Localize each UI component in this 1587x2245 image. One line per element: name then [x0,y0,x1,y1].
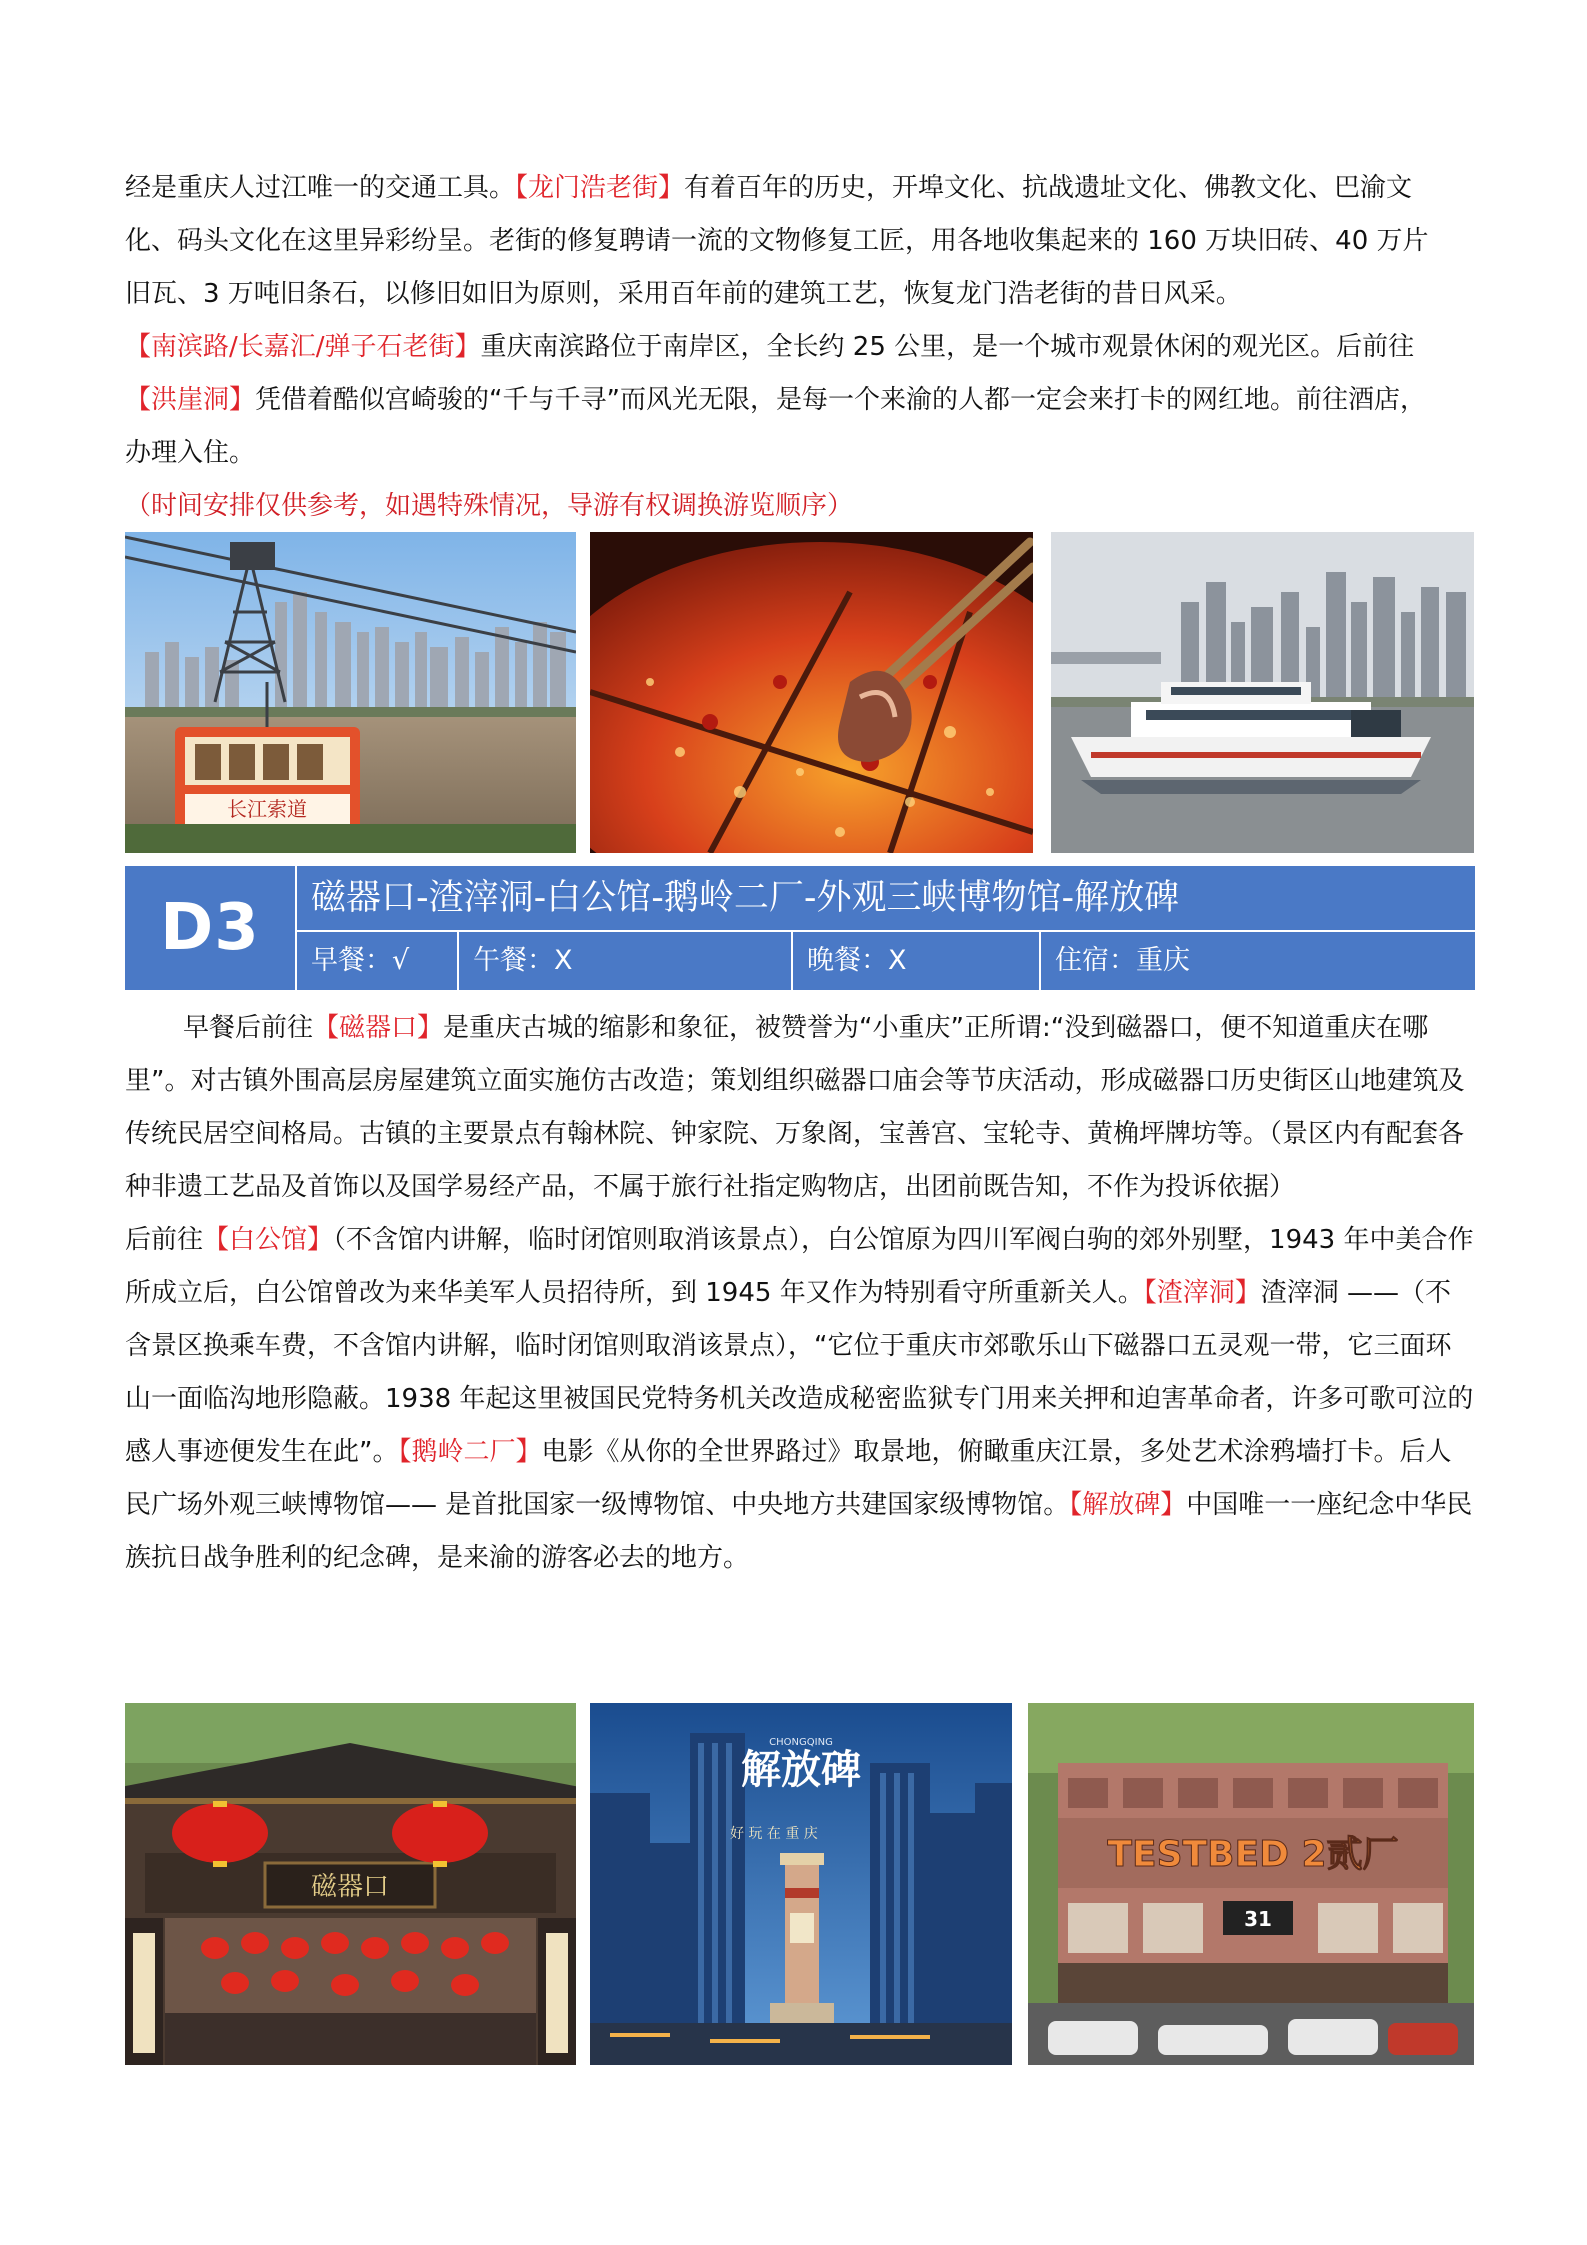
jiefangbei-photo [590,1703,1012,2065]
day-route-title: 磁器口-渣滓洞-白公馆-鹅岭二厂-外观三峡博物馆-解放碑 [297,866,1475,930]
jiefangbei-small-caption: CHONGQING [769,1737,833,1748]
lodging-info: 住宿：重庆 [1041,932,1475,990]
day3-description [125,1002,1475,1585]
yangtze-cableway-photo [125,532,576,853]
testbed-sign: TESTBED 2贰厂 [1107,1834,1399,1875]
river-cruise-photo [1051,532,1474,853]
ciqikou-gate-photo [125,1703,576,2065]
hotpot-photo [590,532,1033,853]
breakfast-info: 早餐：√ [297,932,457,990]
attractions-paragraph: 后前往【白公馆】（不含馆内讲解，临时闭馆则取消该景点），白公馆原为四川军阀白驹的郊外别墅，1943 年中美合作所成立后，白公馆曾改为来华美军人员招待所，到 1945 年又作为特别看守所重新关人。【渣滓洞】渣滓洞 ——（不含景区换乘车费，不含馆内讲解，临时闭馆则取消该景点），“它位于重庆市郊歌乐山下磁器口五灵观一带，它三面环山一面临沟地形隐蔽。1938 年起这里被国民党特务机关改造成秘密监狱专门用来关押和迫害革命者，许多可歌可泣的感人事迹便发生在此”。【鹅岭二厂】电影《从你的全世界路过》取景地，俯瞰重庆江景，多处艺术涂鸦墙打卡。后人民广场外观三峡博物馆—— 是首批国家一级博物馆、中央地方共建国家级博物馆。【解放碑】中国唯一一座纪念中华民族抗日战争胜利的纪念碑，是来渝的游客必去的地方。 [125,1225,1474,1573]
intro-line-6: 办理入住。 [125,438,256,468]
jiefangbei-side-text: 好 玩 在 重 庆 [730,1826,818,1842]
day-header [125,866,1475,990]
intro-line-1: 经是重庆人过江唯一的交通工具。【龙门浩老街】有着百年的历史，开埠文化、抗战遗址文化、佛教文化、巴渝文 [125,173,1413,203]
ciqikou-gate-sign: 磁器口 [310,1872,390,1902]
meal-info-row [297,932,1475,990]
intro-line-3: 旧瓦、3 万吨旧条石，以修旧如旧为原则，采用百年前的建筑工艺，恢复龙门浩老街的昔日风采。 [125,279,1242,309]
building-number-sign: 31 [1244,1907,1272,1931]
jiefangbei-title-text: 解放碑 [741,1746,861,1793]
day-number-badge: D3 [125,866,295,990]
intro-line-5: 【洪崖洞】凭借着酷似宫崎骏的“千与千寻”而风光无限，是每一个来渝的人都一定会来打卡的网红地。前往酒店， [125,385,1426,415]
cableway-sign: 长江索道 [227,797,307,821]
dinner-info: 晚餐：X [793,932,1039,990]
ciqikou-paragraph: 早餐后前往【磁器口】是重庆古城的缩影和象征，被赞誉为“小重庆”正所谓:“没到磁器口，便不知道重庆在哪里”。对古镇外围高层房屋建筑立面实施仿古改造；策划组织磁器口庙会等节庆活动，形成磁器口历史街区山地建筑及传统民居空间格局。古镇的主要景点有翰林院、钟家院、万象阁，宝善宫、宝轮寺、黄桷坪牌坊等。（景区内有配套各种非遗工艺品及首饰以及国学易经产品，不属于旅行社指定购物店，出团前既告知，不作为投诉依据） [125,1013,1465,1202]
intro-line-2: 化、码头文化在这里异彩纷呈。老街的修复聘请一流的文物修复工匠，用各地收集起来的 160 万块旧砖、40 万片 [125,226,1429,256]
lunch-info: 午餐：X [459,932,791,990]
eling-factory-photo [1028,1703,1474,2065]
intro-paragraph [125,162,1475,533]
intro-line-4: 【南滨路/长嘉汇/弹子石老街】重庆南滨路位于南岸区，全长约 25 公里，是一个城市观景休闲的观光区。后前往 [125,332,1415,362]
schedule-note: （时间安排仅供参考，如遇特殊情况，导游有权调换游览顺序） [125,491,854,521]
